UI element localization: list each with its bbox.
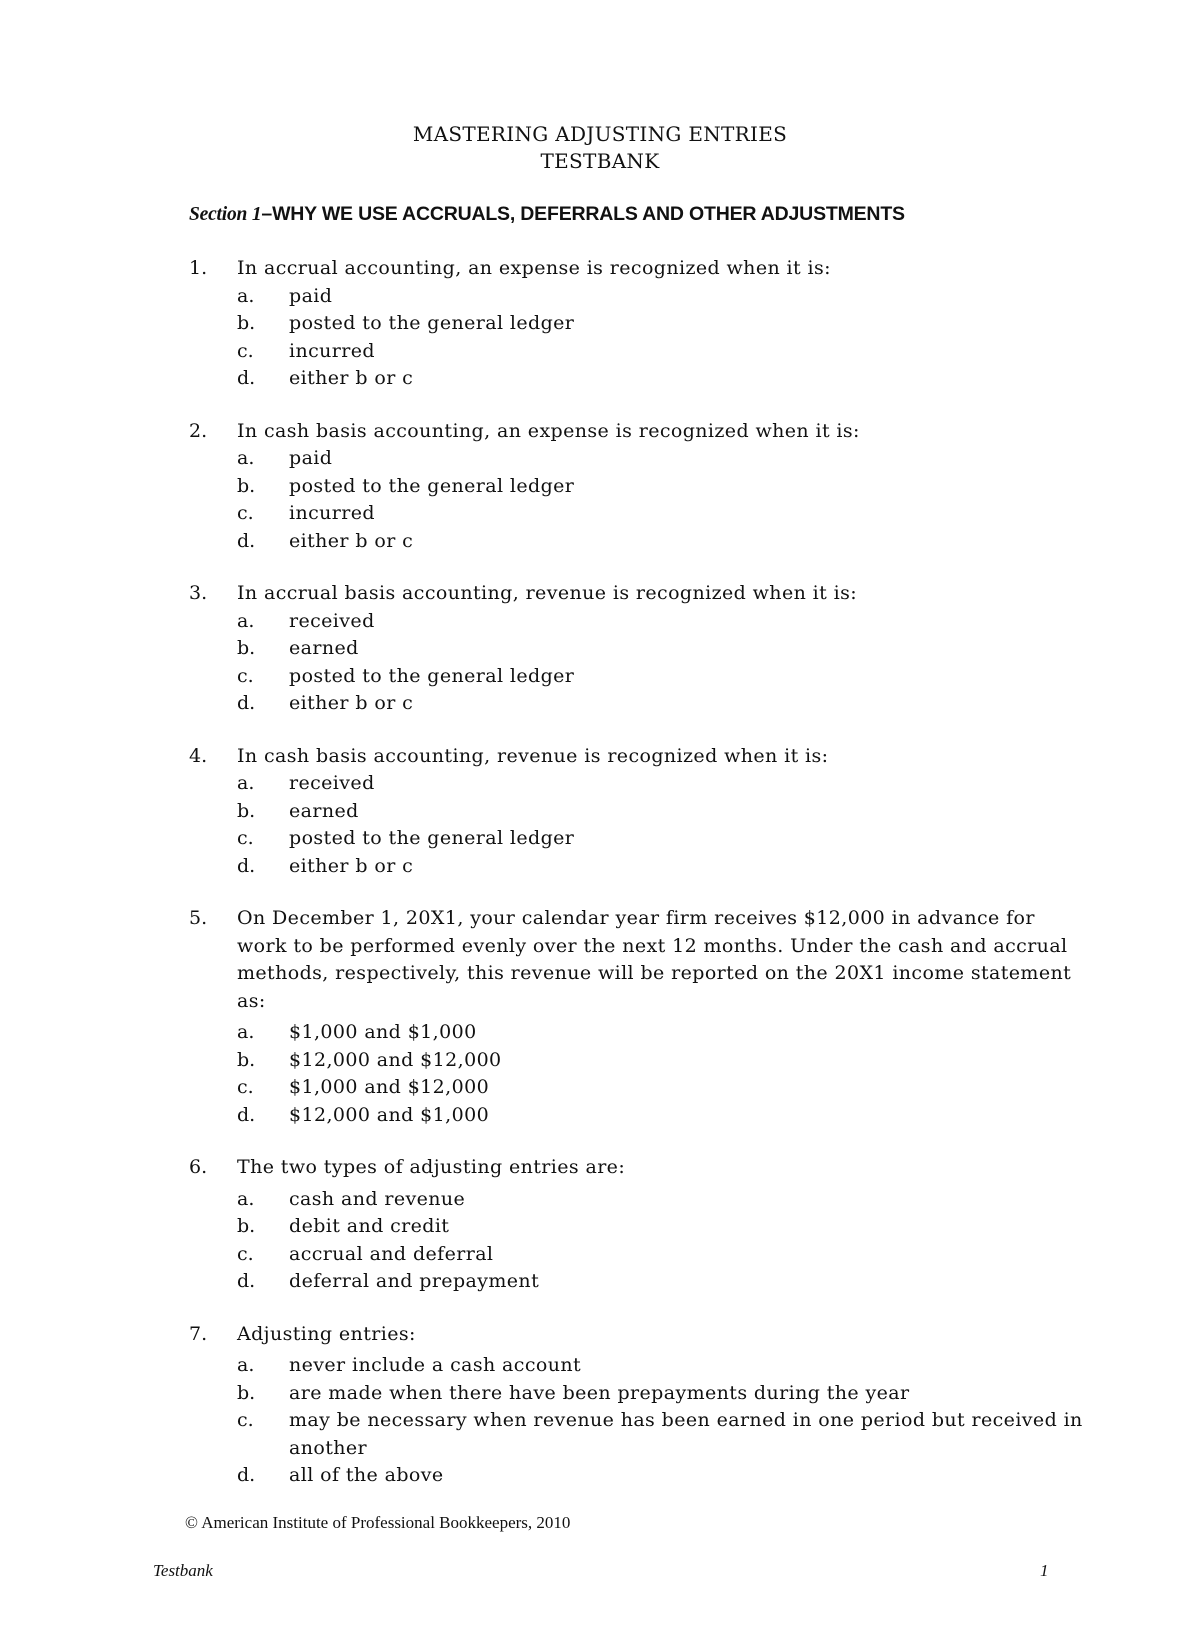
choice-label: a. bbox=[237, 1354, 255, 1376]
choice-d bbox=[237, 690, 1089, 718]
choice-text: posted to the general ledger bbox=[289, 664, 575, 687]
choice-label: b. bbox=[237, 799, 256, 822]
choice-label: b. bbox=[237, 1381, 256, 1404]
choice-text: never include a cash account bbox=[289, 1354, 582, 1376]
choice-c bbox=[237, 1074, 1089, 1102]
question-number: 7. bbox=[189, 1322, 208, 1345]
choice-text: paid bbox=[289, 284, 333, 307]
choice-label: c. bbox=[237, 1242, 254, 1265]
choice-list bbox=[237, 770, 1089, 880]
choice-text: deferral and prepayment bbox=[289, 1270, 540, 1292]
choice-c bbox=[237, 338, 1089, 366]
question-number: 6. bbox=[189, 1156, 208, 1178]
document-title bbox=[0, 121, 1200, 175]
choice-label: c. bbox=[237, 1076, 254, 1098]
choice-text: may be necessary when revenue has been earned in one period but received in another bbox=[289, 1409, 1083, 1459]
section-heading bbox=[189, 203, 905, 226]
choice-b bbox=[237, 1047, 1089, 1075]
choice-a bbox=[237, 1019, 1089, 1047]
choice-label: d. bbox=[237, 1464, 256, 1486]
choice-text: earned bbox=[289, 637, 359, 659]
choice-text: $1,000 and $1,000 bbox=[289, 1021, 477, 1043]
question-number: 1. bbox=[189, 257, 208, 279]
question-3 bbox=[189, 580, 1089, 718]
choice-label: c. bbox=[237, 502, 254, 524]
choice-a bbox=[237, 608, 1089, 636]
choice-text: $12,000 and $12,000 bbox=[289, 1048, 502, 1071]
choice-list bbox=[237, 1019, 1089, 1129]
choice-list bbox=[237, 283, 1089, 393]
choice-b bbox=[237, 635, 1089, 663]
question-stem: In cash basis accounting, revenue is recognized when it is: bbox=[237, 744, 829, 767]
choice-text: are made when there have been prepayments during the year bbox=[289, 1381, 910, 1404]
choice-label: d. bbox=[237, 854, 256, 877]
choice-label: c. bbox=[237, 664, 254, 687]
choice-d bbox=[237, 528, 1089, 556]
question-7 bbox=[189, 1321, 1089, 1490]
question-stem: In cash basis accounting, an expense is recognized when it is: bbox=[237, 419, 860, 442]
choice-label: a. bbox=[237, 772, 255, 794]
choice-d bbox=[237, 1462, 1089, 1490]
choice-label: d. bbox=[237, 367, 256, 389]
choice-c bbox=[237, 1407, 1089, 1462]
choice-b bbox=[237, 310, 1089, 338]
question-6 bbox=[189, 1154, 1089, 1296]
choice-text: posted to the general ledger bbox=[289, 474, 575, 497]
choice-label: c. bbox=[237, 827, 254, 849]
choice-label: a. bbox=[237, 1021, 255, 1043]
choice-label: a. bbox=[237, 609, 255, 632]
choice-c bbox=[237, 663, 1089, 691]
choice-text: earned bbox=[289, 799, 359, 822]
choice-b bbox=[237, 473, 1089, 501]
choice-c bbox=[237, 825, 1089, 853]
choice-list bbox=[237, 445, 1089, 555]
title-line-1: MASTERING ADJUSTING ENTRIES bbox=[412, 122, 788, 146]
choice-text: posted to the general ledger bbox=[289, 312, 575, 334]
choice-label: a. bbox=[237, 447, 255, 469]
choice-d bbox=[237, 1102, 1089, 1130]
question-number: 3. bbox=[189, 582, 208, 604]
choice-a bbox=[237, 283, 1089, 311]
question-number: 4. bbox=[189, 744, 208, 767]
choice-text: cash and revenue bbox=[289, 1187, 466, 1210]
choice-b bbox=[237, 1380, 1089, 1408]
choice-list bbox=[237, 1186, 1089, 1296]
choice-d bbox=[237, 1268, 1089, 1296]
choice-c bbox=[237, 500, 1089, 528]
choice-c bbox=[237, 1241, 1089, 1269]
question-5 bbox=[189, 905, 1089, 1129]
choice-list bbox=[237, 608, 1089, 718]
choice-list bbox=[237, 1352, 1089, 1490]
section-title: WHY WE USE ACCRUALS, DEFERRALS AND OTHER ADJUSTMENTS bbox=[272, 203, 905, 225]
choice-label: c. bbox=[237, 339, 254, 362]
choice-label: a. bbox=[237, 284, 255, 307]
choice-label: a. bbox=[237, 1187, 255, 1210]
question-stem: On December 1, 20X1, your calendar year firm receives $12,000 in advance for work to be performed evenly over the next 12 months. Under the cash and accrual methods, respectively, this revenue will be reported on the 20X1 income statement as: bbox=[237, 907, 1072, 1012]
title-line-2: TESTBANK bbox=[540, 149, 660, 173]
choice-text: posted to the general ledger bbox=[289, 827, 575, 849]
choice-text: either b or c bbox=[289, 367, 414, 389]
question-number: 5. bbox=[189, 907, 208, 929]
choice-label: d. bbox=[237, 1270, 256, 1292]
footer-label: Testbank bbox=[153, 1561, 213, 1580]
page-number: 1 bbox=[1040, 1561, 1049, 1580]
choice-d bbox=[237, 853, 1089, 881]
choice-a bbox=[237, 445, 1089, 473]
choice-text: $12,000 and $1,000 bbox=[289, 1103, 490, 1126]
section-label: Section 1 bbox=[189, 204, 262, 225]
choice-text: either b or c bbox=[289, 854, 414, 877]
choice-b bbox=[237, 798, 1089, 826]
question-stem: Adjusting entries: bbox=[237, 1322, 416, 1345]
choice-text: received bbox=[289, 772, 375, 794]
choice-text: $1,000 and $12,000 bbox=[289, 1076, 490, 1098]
choice-a bbox=[237, 1186, 1089, 1214]
question-4 bbox=[189, 743, 1089, 881]
choice-b bbox=[237, 1213, 1089, 1241]
choice-label: b. bbox=[237, 1048, 256, 1071]
copyright-notice: © American Institute of Professional Bookkeepers, 2010 bbox=[185, 1513, 571, 1532]
choice-label: d. bbox=[237, 1103, 256, 1126]
choice-label: b. bbox=[237, 1215, 256, 1237]
question-stem: The two types of adjusting entries are: bbox=[237, 1156, 626, 1178]
question-list bbox=[189, 255, 1089, 1490]
question-1 bbox=[189, 255, 1089, 393]
choice-d bbox=[237, 365, 1089, 393]
choice-text: accrual and deferral bbox=[289, 1242, 494, 1265]
question-2 bbox=[189, 418, 1089, 556]
choice-text: either b or c bbox=[289, 692, 414, 714]
choice-text: all of the above bbox=[289, 1464, 444, 1486]
choice-label: b. bbox=[237, 474, 256, 497]
choice-text: paid bbox=[289, 447, 333, 469]
question-number: 2. bbox=[189, 419, 208, 442]
choice-text: received bbox=[289, 609, 375, 632]
section-dash: – bbox=[261, 203, 273, 225]
choice-text: either b or c bbox=[289, 529, 414, 552]
choice-text: debit and credit bbox=[289, 1215, 450, 1237]
choice-a bbox=[237, 770, 1089, 798]
choice-a bbox=[237, 1352, 1089, 1380]
choice-label: d. bbox=[237, 692, 256, 714]
choice-text: incurred bbox=[289, 339, 375, 362]
question-stem: In accrual basis accounting, revenue is recognized when it is: bbox=[237, 582, 858, 604]
choice-label: c. bbox=[237, 1409, 254, 1431]
question-stem: In accrual accounting, an expense is recognized when it is: bbox=[237, 257, 831, 279]
choice-label: b. bbox=[237, 312, 256, 334]
choice-text: incurred bbox=[289, 502, 375, 524]
choice-label: d. bbox=[237, 529, 256, 552]
choice-label: b. bbox=[237, 637, 256, 659]
